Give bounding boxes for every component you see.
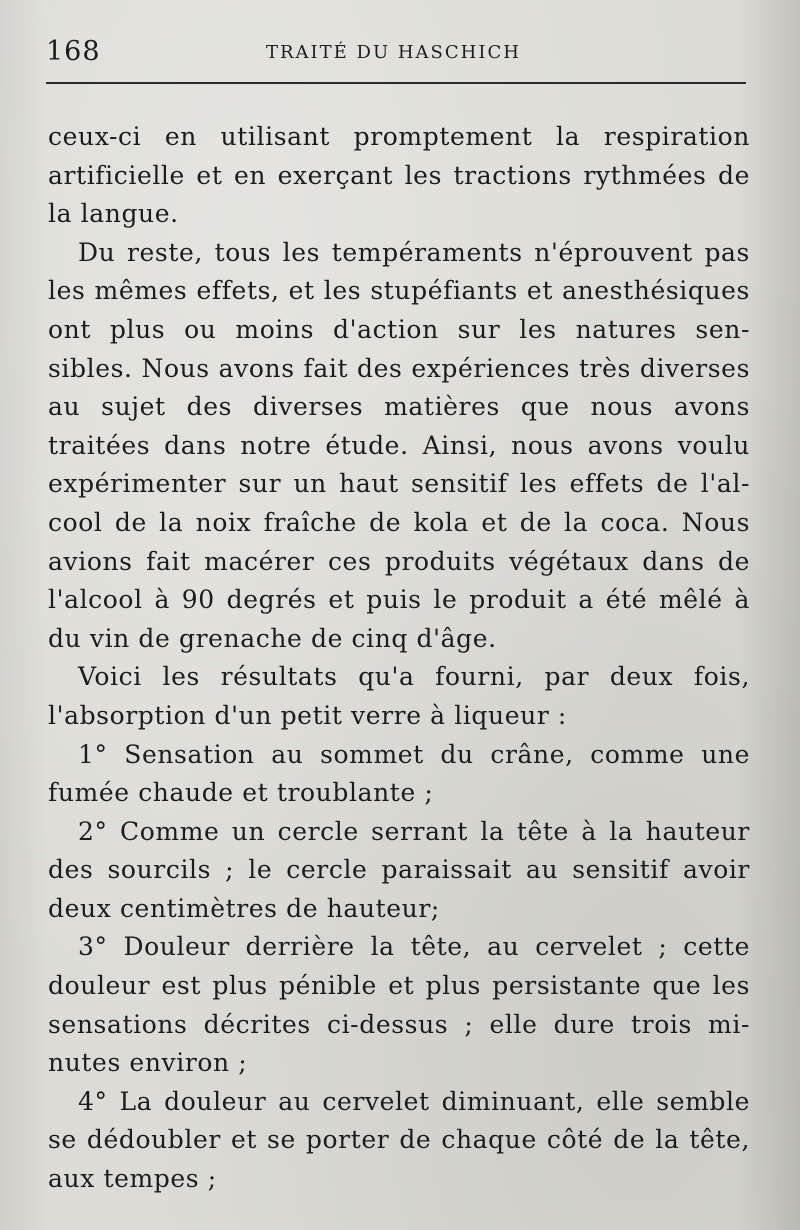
text-line: 1° Sensation au sommet du crâne, comme une (78, 739, 750, 769)
text-line: nutes environ ; (48, 1048, 248, 1078)
text-line: deux centimètres de hauteur; (48, 893, 440, 923)
text-line: avions fait macérer ces produits végétaux dans de (48, 546, 750, 576)
text-line: 4° La douleur au cervelet diminuant, elle semble (78, 1086, 750, 1116)
text-line: ceux-ci en utilisant promptement la respiration (48, 122, 750, 151)
text-line: aux tempes ; (48, 1164, 217, 1194)
page-header (46, 36, 746, 76)
text-line: traitées dans notre étude. Ainsi, nous avons voulu (48, 430, 750, 460)
header-rule (46, 82, 746, 84)
running-title: TRAITÉ DU HASCHICH (266, 42, 521, 63)
text-line: du vin de grenache de cinq d'âge. (48, 623, 497, 653)
text-line: l'alcool à 90 degrés et puis le produit a été mêlé à (48, 585, 750, 615)
page-number: 168 (46, 36, 101, 67)
text-line: 3° Douleur derrière la tête, au cervelet ; cette (78, 932, 750, 962)
text-line: sibles. Nous avons fait des expériences très diverses (48, 353, 750, 383)
text-line: la langue. (48, 199, 179, 229)
text-line: les mêmes effets, et les stupéfiants et anesthésiques (48, 276, 750, 306)
text-line: Du reste, tous les tempéraments n'éprouvent pas (78, 237, 750, 267)
text-line: expérimenter sur un haut sensitif les effets de l'al- (48, 469, 750, 499)
text-line: Voici les résultats qu'a fourni, par deux fois, (78, 662, 750, 692)
text-line: sensations décrites ci-dessus ; elle dure trois mi- (48, 1009, 750, 1039)
text-line: fumée chaude et troublante ; (48, 778, 434, 808)
page-body (48, 118, 750, 1199)
text-line: ont plus ou moins d'action sur les natures sen- (48, 314, 750, 344)
text-line: se dédoubler et se porter de chaque côté de la tête, (48, 1125, 750, 1155)
text-line: l'absorption d'un petit verre à liqueur : (48, 700, 567, 730)
text-line: au sujet des diverses matières que nous avons (48, 392, 750, 422)
text-line: 2° Comme un cercle serrant la tête à la hauteur (78, 816, 750, 846)
text-line: des sourcils ; le cercle paraissait au sensitif avoir (48, 855, 750, 885)
text-line: douleur est plus pénible et plus persistante que les (48, 971, 750, 1001)
text-line: cool de la noix fraîche de kola et de la coca. Nous (48, 507, 750, 537)
text-line: artificielle et en exerçant les tractions rythmées de (48, 160, 750, 190)
